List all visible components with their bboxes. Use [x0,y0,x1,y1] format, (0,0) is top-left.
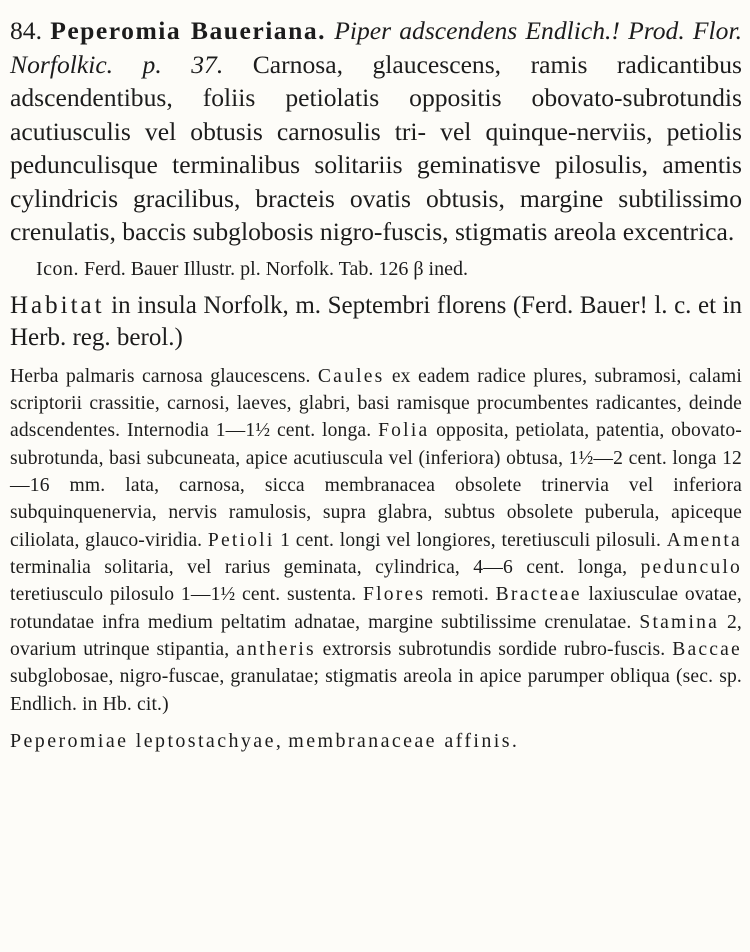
affinity-text: membranaceae affinis. [288,729,520,752]
description-part: remoti. [431,584,489,606]
bracteae-label: Bracteae [495,584,582,606]
habitat-label: Habitat [10,291,105,319]
flores-label: Flores [363,584,426,606]
antheris-label: antheris [236,638,316,660]
description-part: laxiusculae ovatae, rotundatae infra medium peltatim adnatae, margine subtilissime crenulatae. [10,584,742,633]
habitat-paragraph [10,290,742,355]
affinity-note [10,728,742,755]
species-entry [10,14,742,249]
description-part: subglobosae, nigro-fuscae, granulatae; stigmatis areola in apice parumper obliqua (sec. sp. Endlich. in Hb. cit.) [10,666,742,715]
amenta-label: Amenta [666,529,742,551]
description-part: extrorsis subrotundis sordide rubro-fuscis. [322,638,666,660]
description-paragraph [10,363,742,718]
folia-label: Folia [378,420,430,442]
species-name: Peperomia Baueriana. [50,16,327,45]
pedunculo-label: pedunculo [640,556,742,578]
description-part: terminalia solitaria, vel rarius geminata, cylindrica, 4—6 cent. longa, [10,556,628,578]
description-part: Herba palmaris carnosa glaucescens. [10,365,311,387]
icon-label: Icon. [36,257,80,280]
entry-number: 84. [10,16,42,45]
description-part: 1 cent. longi vel longiores, teretiusculi pilosuli. [280,529,662,551]
icon-text: Ferd. Bauer Illustr. pl. Norfolk. Tab. 126 β ined. [84,257,468,280]
diagnosis-text: Carnosa, glaucescens, ramis radicantibus adscendentibus, foliis petiolatis oppositis obovato-subrotundis acutiusculis vel obtusis carnosulis tri- vel quinque-nerviis, petiolis pedunculisque terminalibus solitariis geminatisve pilosulis, amentis cylindricis gracilibus, bracteis ovatis obtusis, margine subtilissimo crenulatis, baccis subglobosis nigro-fuscis, stigmatis areola excentrica. [10,49,742,246]
description-part: 2, ovarium utrinque stipantia, [10,611,742,660]
stamina-label: Stamina [639,611,720,633]
habitat-text: in insula Norfolk, m. Septembri florens (Ferd. Bauer! l. c. et in Herb. reg. berol.) [10,291,742,351]
icon-reference [36,254,742,284]
description-part: ex eadem radice plures, subramosi, calami scriptorii crassitie, carnosi, laeves, glabri, basi ramisque procumbentes radicantes, deinde adscendentes. Internodia 1—1½ cent. longa. [10,365,742,442]
petioli-label: Petioli [207,529,275,551]
description-part: teretiusculo pilosulo 1—1½ cent. sustenta. [10,584,357,606]
affinity-label: Peperomiae leptostachyae, [10,729,284,752]
synonym-citation: Piper adscendens Endlich.! Prod. Flor. Norfolkic. p. 37. [10,16,742,79]
baccae-label: Baccae [672,638,742,660]
description-part: opposita, petiolata, patentia, obovato-subrotunda, basi subcuneata, apice acutiuscula vel (inferiora) obtusa, 1½—2 cent. longa 12—16 mm. lata, carnosa, sicca membranacea obsolete trinervia vel inferiora subquinquenervia, nervis ramulosis, supra glabra, subtus obsolete puberula, apiceque ciliolata, glauco-viridia. [10,420,742,551]
caules-label: Caules [317,365,385,387]
